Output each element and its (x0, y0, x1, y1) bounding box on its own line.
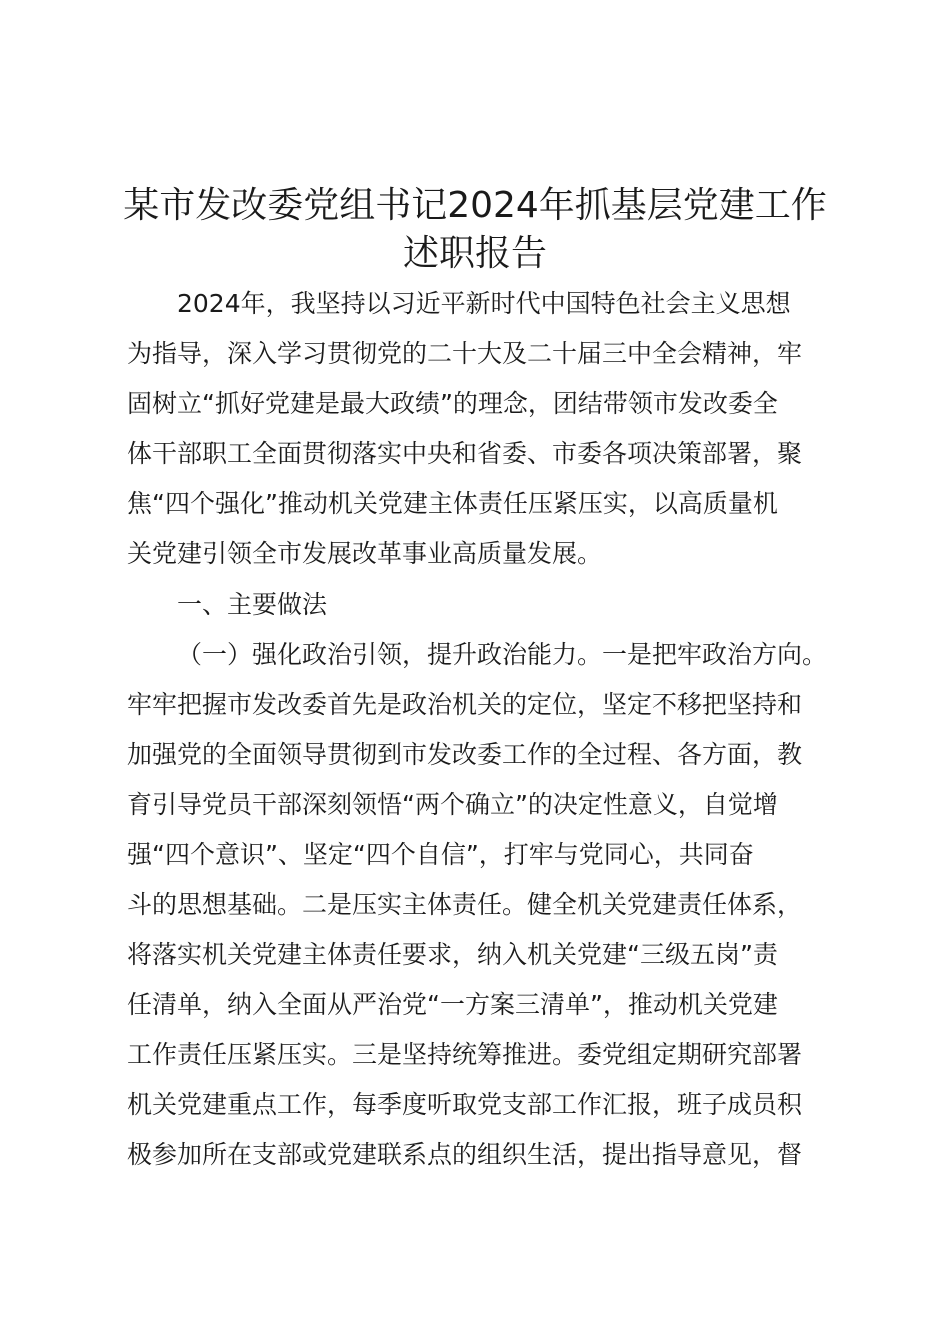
body-paragraph-line: 将落实机关党建主体责任要求，纳入机关党建“三级五岗”责 (127, 940, 778, 969)
body-paragraph-line: 关党建引领全市发展改革事业高质量发展。 (127, 539, 603, 568)
body-paragraph-line: 牢牢把握市发改委首先是政治机关的定位，坚定不移把坚持和 (127, 690, 803, 719)
body-paragraph-line: 极参加所在支部或党建联系点的组织生活，提出指导意见，督 (127, 1140, 803, 1169)
body-paragraph-line: 斗的思想基础。二是压实主体责任。健全机关党建责任体系， (127, 890, 803, 919)
body-paragraph-line: 育引导党员干部深刻领悟“两个确立”的决定性意义，自觉增 (127, 790, 778, 819)
body-paragraph-line: 机关党建重点工作，每季度听取党支部工作汇报，班子成员积 (127, 1090, 803, 1119)
body-paragraph-line: 任清单，纳入全面从严治党“一方案三清单”，推动机关党建 (127, 990, 778, 1019)
section-heading: 一、主要做法 (177, 590, 328, 619)
body-paragraph-line: 为指导，深入学习贯彻党的二十大及二十届三中全会精神，牢 (127, 339, 803, 368)
body-paragraph-line: 加强党的全面领导贯彻到市发改委工作的全过程、各方面，教 (127, 740, 803, 769)
body-paragraph-line: 2024年，我坚持以习近平新时代中国特色社会主义思想 (177, 289, 791, 318)
body-paragraph-line: 强“四个意识”、坚定“四个自信”，打牢与党同心，共同奋 (127, 840, 754, 869)
body-paragraph-line: （一）强化政治引领，提升政治能力。一是把牢政治方向。 (177, 640, 828, 669)
body-paragraph-line: 工作责任压紧压实。三是坚持统筹推进。委党组定期研究部署 (127, 1040, 803, 1069)
body-paragraph-line: 固树立“抓好党建是最大政绩”的理念，团结带领市发改委全 (127, 389, 778, 418)
document-title-line-1: 某市发改委党组书记2024年抓基层党建工作 (123, 185, 827, 226)
body-paragraph-line: 体干部职工全面贯彻落实中央和省委、市委各项决策部署，聚 (127, 439, 803, 468)
body-paragraph-line: 焦“四个强化”推动机关党建主体责任压紧压实，以高质量机 (127, 489, 778, 518)
document-title-line-2: 述职报告 (402, 233, 547, 274)
